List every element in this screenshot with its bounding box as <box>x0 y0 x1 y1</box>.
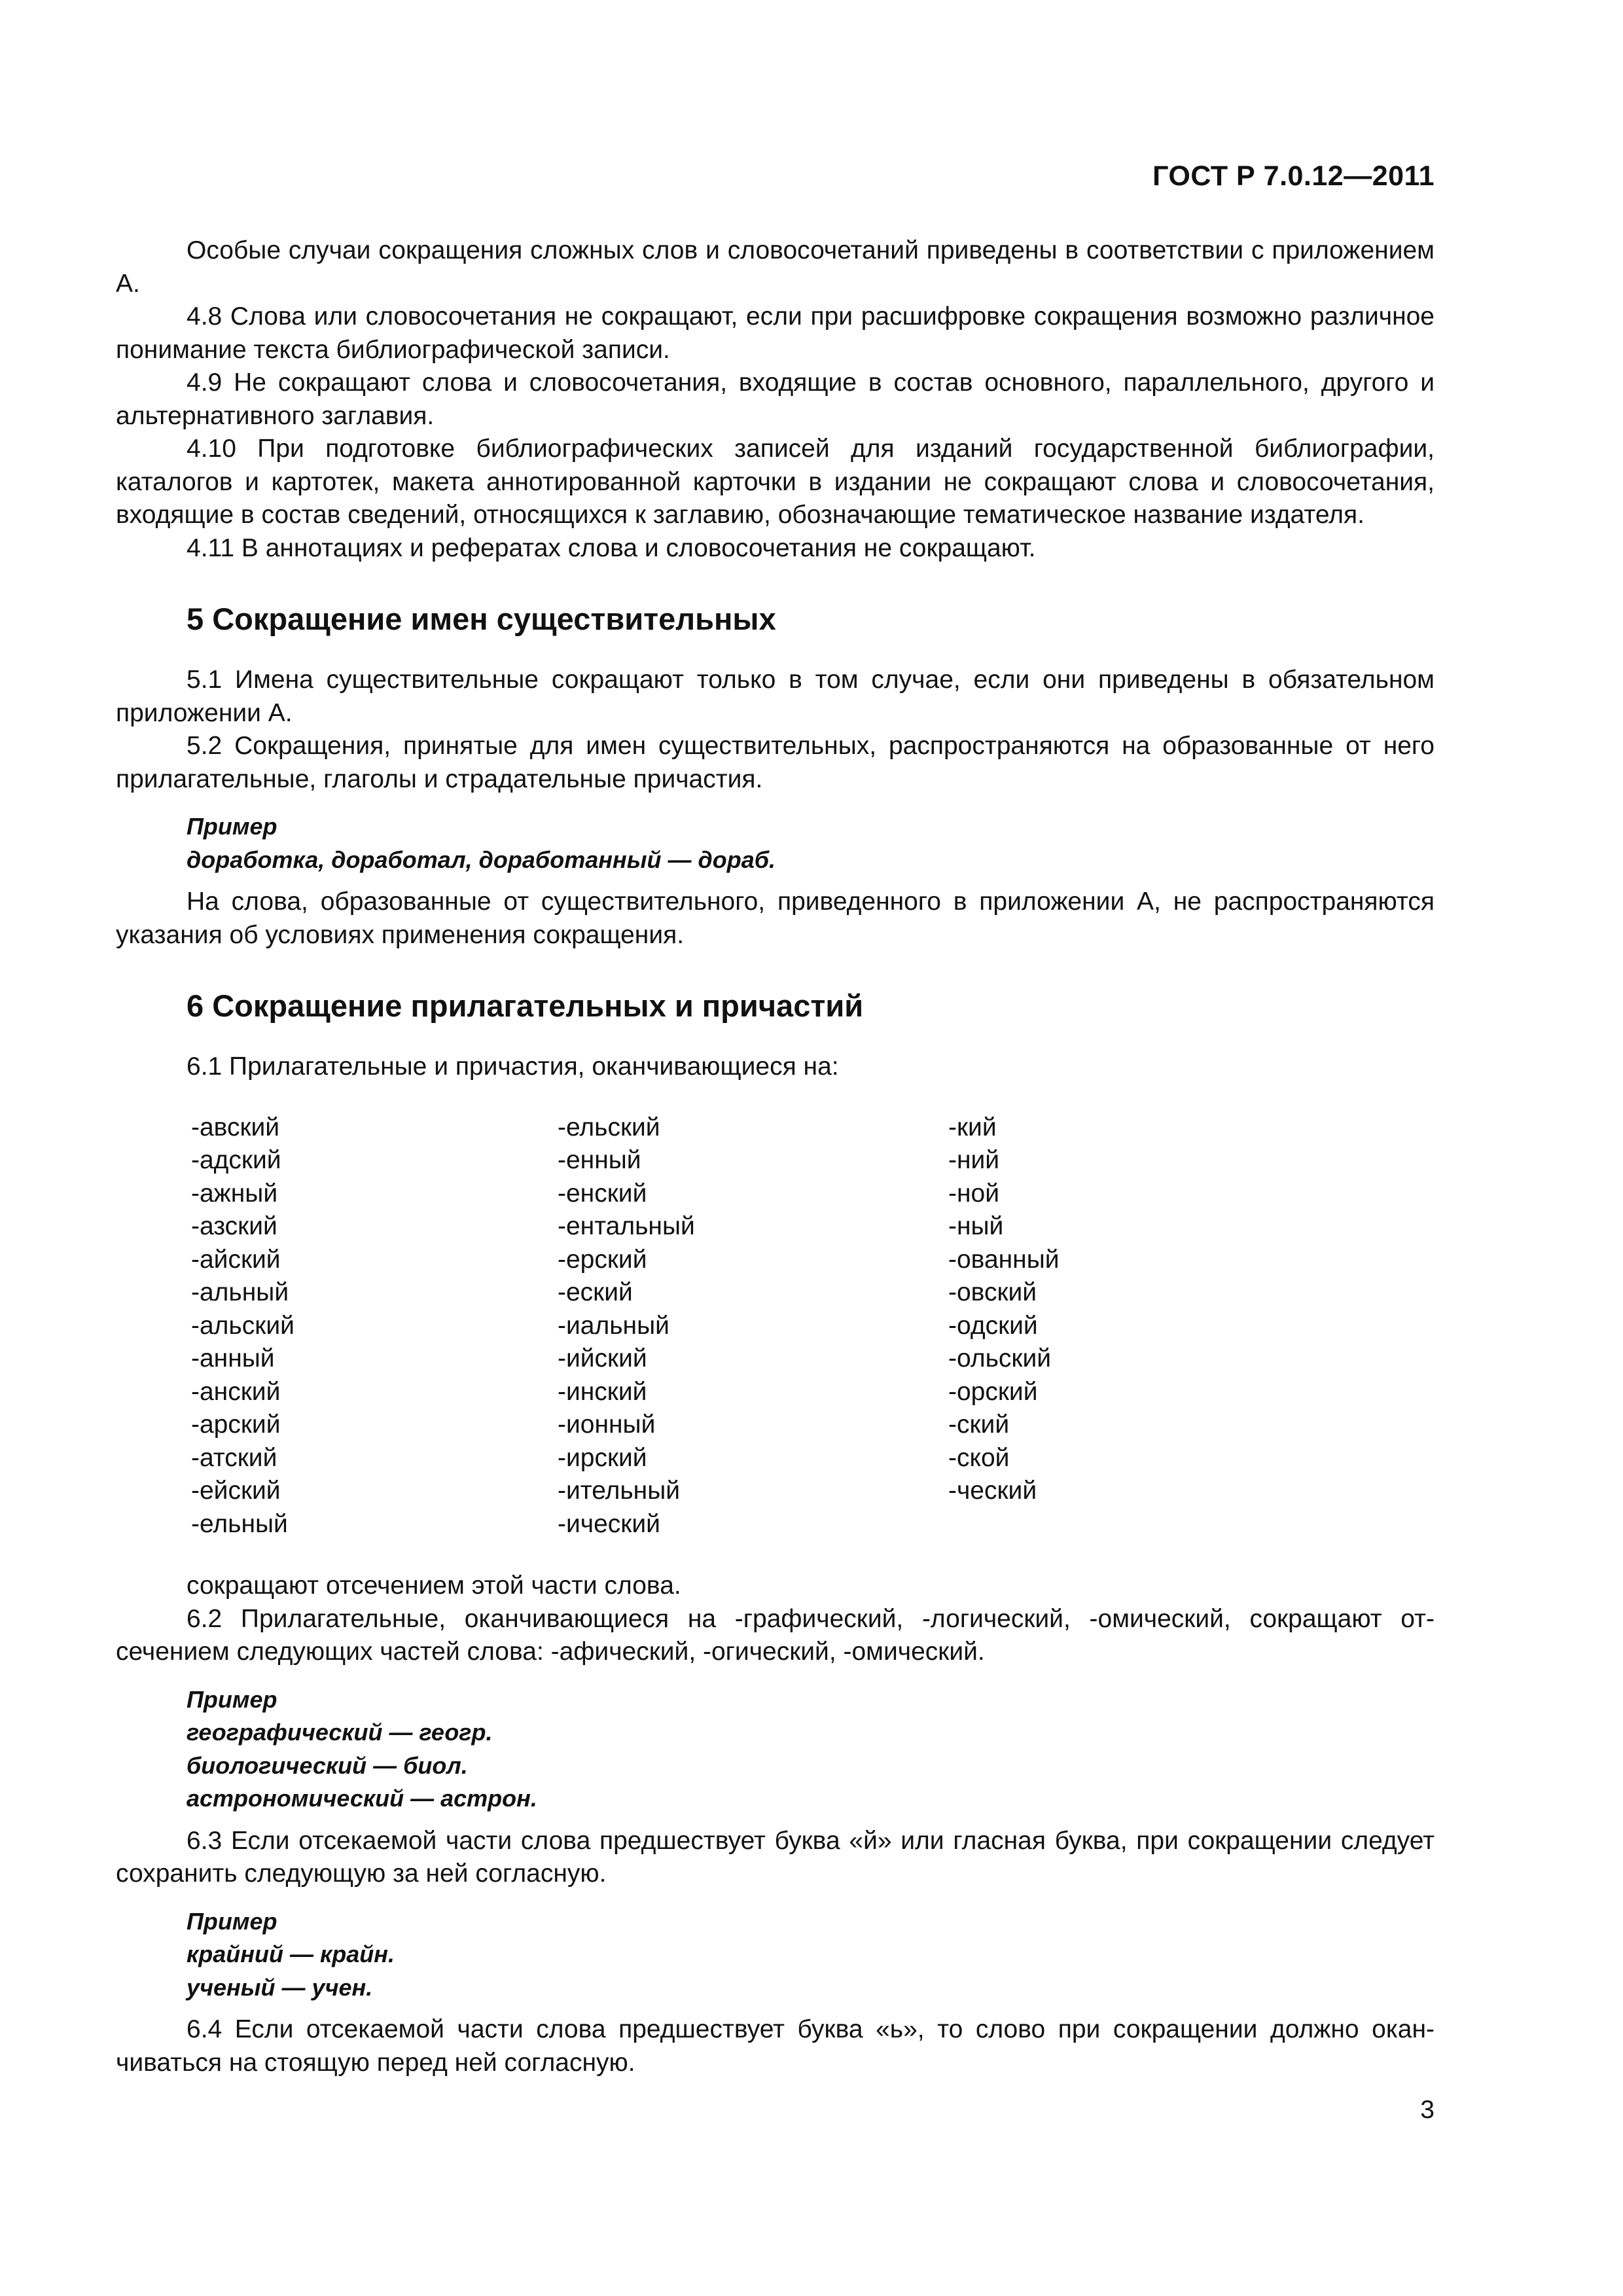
paragraph-4-9: 4.9 Не сокращают слова и словосочетания, входящие в состав основного, параллельного, другого и альтернативного заглавия. <box>116 368 1435 430</box>
example-block-6-3 <box>187 1905 1435 2005</box>
suffix-item: -атский <box>191 1443 277 1472</box>
suffix-item: -адский <box>191 1146 281 1174</box>
suffix-item: -ной <box>948 1179 999 1208</box>
example-label: Пример <box>187 1685 277 1713</box>
suffix-item: -ский <box>948 1410 1010 1439</box>
paragraph-5-2: 5.2 Сокращения, принятые для имен существительных, распространяются на образованные от него прилагательные, глаголы и страдательные причастия. <box>116 732 1435 793</box>
suffix-item: -ний <box>948 1146 1000 1174</box>
suffix-item: -ованный <box>948 1245 1060 1274</box>
paragraph-6-3: 6.3 Если отсекаемой части слова предшествует буква «й» или гласная буква, при сокращении следует сохранить следующую за ней согласную. <box>116 1826 1435 1888</box>
suffix-item: -ионный <box>558 1410 656 1439</box>
example-line: доработка, доработал, доработанный — дораб. <box>187 846 776 873</box>
suffix-item: -ический <box>558 1509 660 1538</box>
suffix-item: -азский <box>191 1212 277 1240</box>
suffix-item: -ейский <box>191 1477 281 1505</box>
section-5-heading: 5 Сокращение имен существительных <box>187 601 776 636</box>
suffix-item: -ерский <box>558 1245 647 1274</box>
suffix-item: -ийский <box>558 1344 647 1372</box>
suffix-item: -еский <box>558 1278 633 1306</box>
example-line: крайний — крайн. <box>187 1941 395 1967</box>
paragraph-6-1-end: сокращают отсечением этой части слова. <box>187 1571 681 1600</box>
suffix-item: -альский <box>191 1311 294 1340</box>
suffix-item: -анский <box>191 1377 281 1406</box>
paragraph-4-11: 4.11 В аннотациях и рефератах слова и словосочетания не сокращают. <box>187 533 1036 562</box>
suffix-column-2 <box>558 1111 948 1541</box>
page-content <box>116 234 1435 2079</box>
suffix-item: -енный <box>558 1146 641 1174</box>
paragraph-special-cases: Особые случаи сокращения сложных слов и словосочетаний приведены в соответствии с приложением А. <box>116 236 1435 298</box>
suffix-item: -ческий <box>948 1477 1037 1505</box>
suffix-item: -авский <box>191 1113 280 1141</box>
suffix-item: -ельский <box>558 1113 660 1141</box>
example-line: ученый — учен. <box>187 1973 373 2001</box>
example-line: географический — геогр. <box>187 1719 493 1746</box>
example-label: Пример <box>187 1907 277 1935</box>
paragraph-6-4: 6.4 Если отсекаемой части слова предшествует буква «ь», то слово при сокращении должно оканчиваться на стоящую перед ней согласную. <box>116 2015 1435 2077</box>
paragraph-4-8: 4.8 Слова или словосочетания не сокращают, если при расшифровке сокращения возможно различное понимание текста библиографической записи. <box>116 302 1435 364</box>
paragraph-6-2: 6.2 Прилагательные, оканчивающиеся на -графический, -логический, -омический, сокращают отсечением следующих частей слова: -афический, -огический, -омический. <box>116 1604 1435 1666</box>
suffix-item: -ительный <box>558 1477 681 1505</box>
example-line: астрономический — астрон. <box>187 1785 537 1812</box>
suffix-item: -орский <box>948 1377 1038 1406</box>
suffix-column-1 <box>191 1111 558 1541</box>
section-6-heading: 6 Сокращение прилагательных и причастий <box>187 988 864 1023</box>
example-block-6-2 <box>187 1683 1435 1816</box>
suffix-item: -альный <box>191 1278 289 1306</box>
suffix-item: -айский <box>191 1245 281 1274</box>
suffix-item: -ельный <box>191 1509 288 1538</box>
suffix-item: -арский <box>191 1410 281 1439</box>
paragraph-5-note: На слова, образованные от существительного, приведенного в приложении А, не распространяются указания об условиях применения сокращения. <box>116 888 1435 949</box>
suffix-item: -ольский <box>948 1344 1052 1372</box>
example-label: Пример <box>187 813 277 840</box>
example-block-5 <box>187 810 1435 876</box>
suffix-item: -ирский <box>558 1443 647 1472</box>
suffix-item: -иальный <box>558 1311 669 1340</box>
paragraph-5-1: 5.1 Имена существительные сокращают только в том случае, если они приведены в обязательном приложении А. <box>116 666 1435 727</box>
suffix-item: -ажный <box>191 1179 278 1208</box>
example-line: биологический — биол. <box>187 1751 468 1779</box>
paragraph-6-1: 6.1 Прилагательные и причастия, оканчивающиеся на: <box>187 1052 839 1081</box>
suffix-item: -ный <box>948 1212 1004 1240</box>
suffix-item: -ентальный <box>558 1212 695 1240</box>
page-number: 3 <box>1420 2096 1435 2124</box>
document-code-header: ГОСТ Р 7.0.12—2011 <box>1152 160 1435 192</box>
suffix-item: -енский <box>558 1179 647 1208</box>
suffix-list <box>191 1111 1435 1541</box>
suffix-column-3 <box>948 1111 1145 1541</box>
suffix-item: -овский <box>948 1278 1037 1306</box>
paragraph-4-10: 4.10 При подготовке библиографических записей для изданий государственной библиографии, каталогов и картотек, макета аннотированной карточки в издании не сокращают слова и словосочетания, входящие в состав сведений, относящихся к заглавию, обозначающие тематическое название издателя. <box>116 435 1435 529</box>
suffix-item: -одский <box>948 1311 1038 1340</box>
suffix-item: -анный <box>191 1344 275 1372</box>
suffix-item: -инский <box>558 1377 647 1406</box>
suffix-item: -ской <box>948 1443 1010 1472</box>
suffix-item: -кий <box>948 1113 997 1141</box>
